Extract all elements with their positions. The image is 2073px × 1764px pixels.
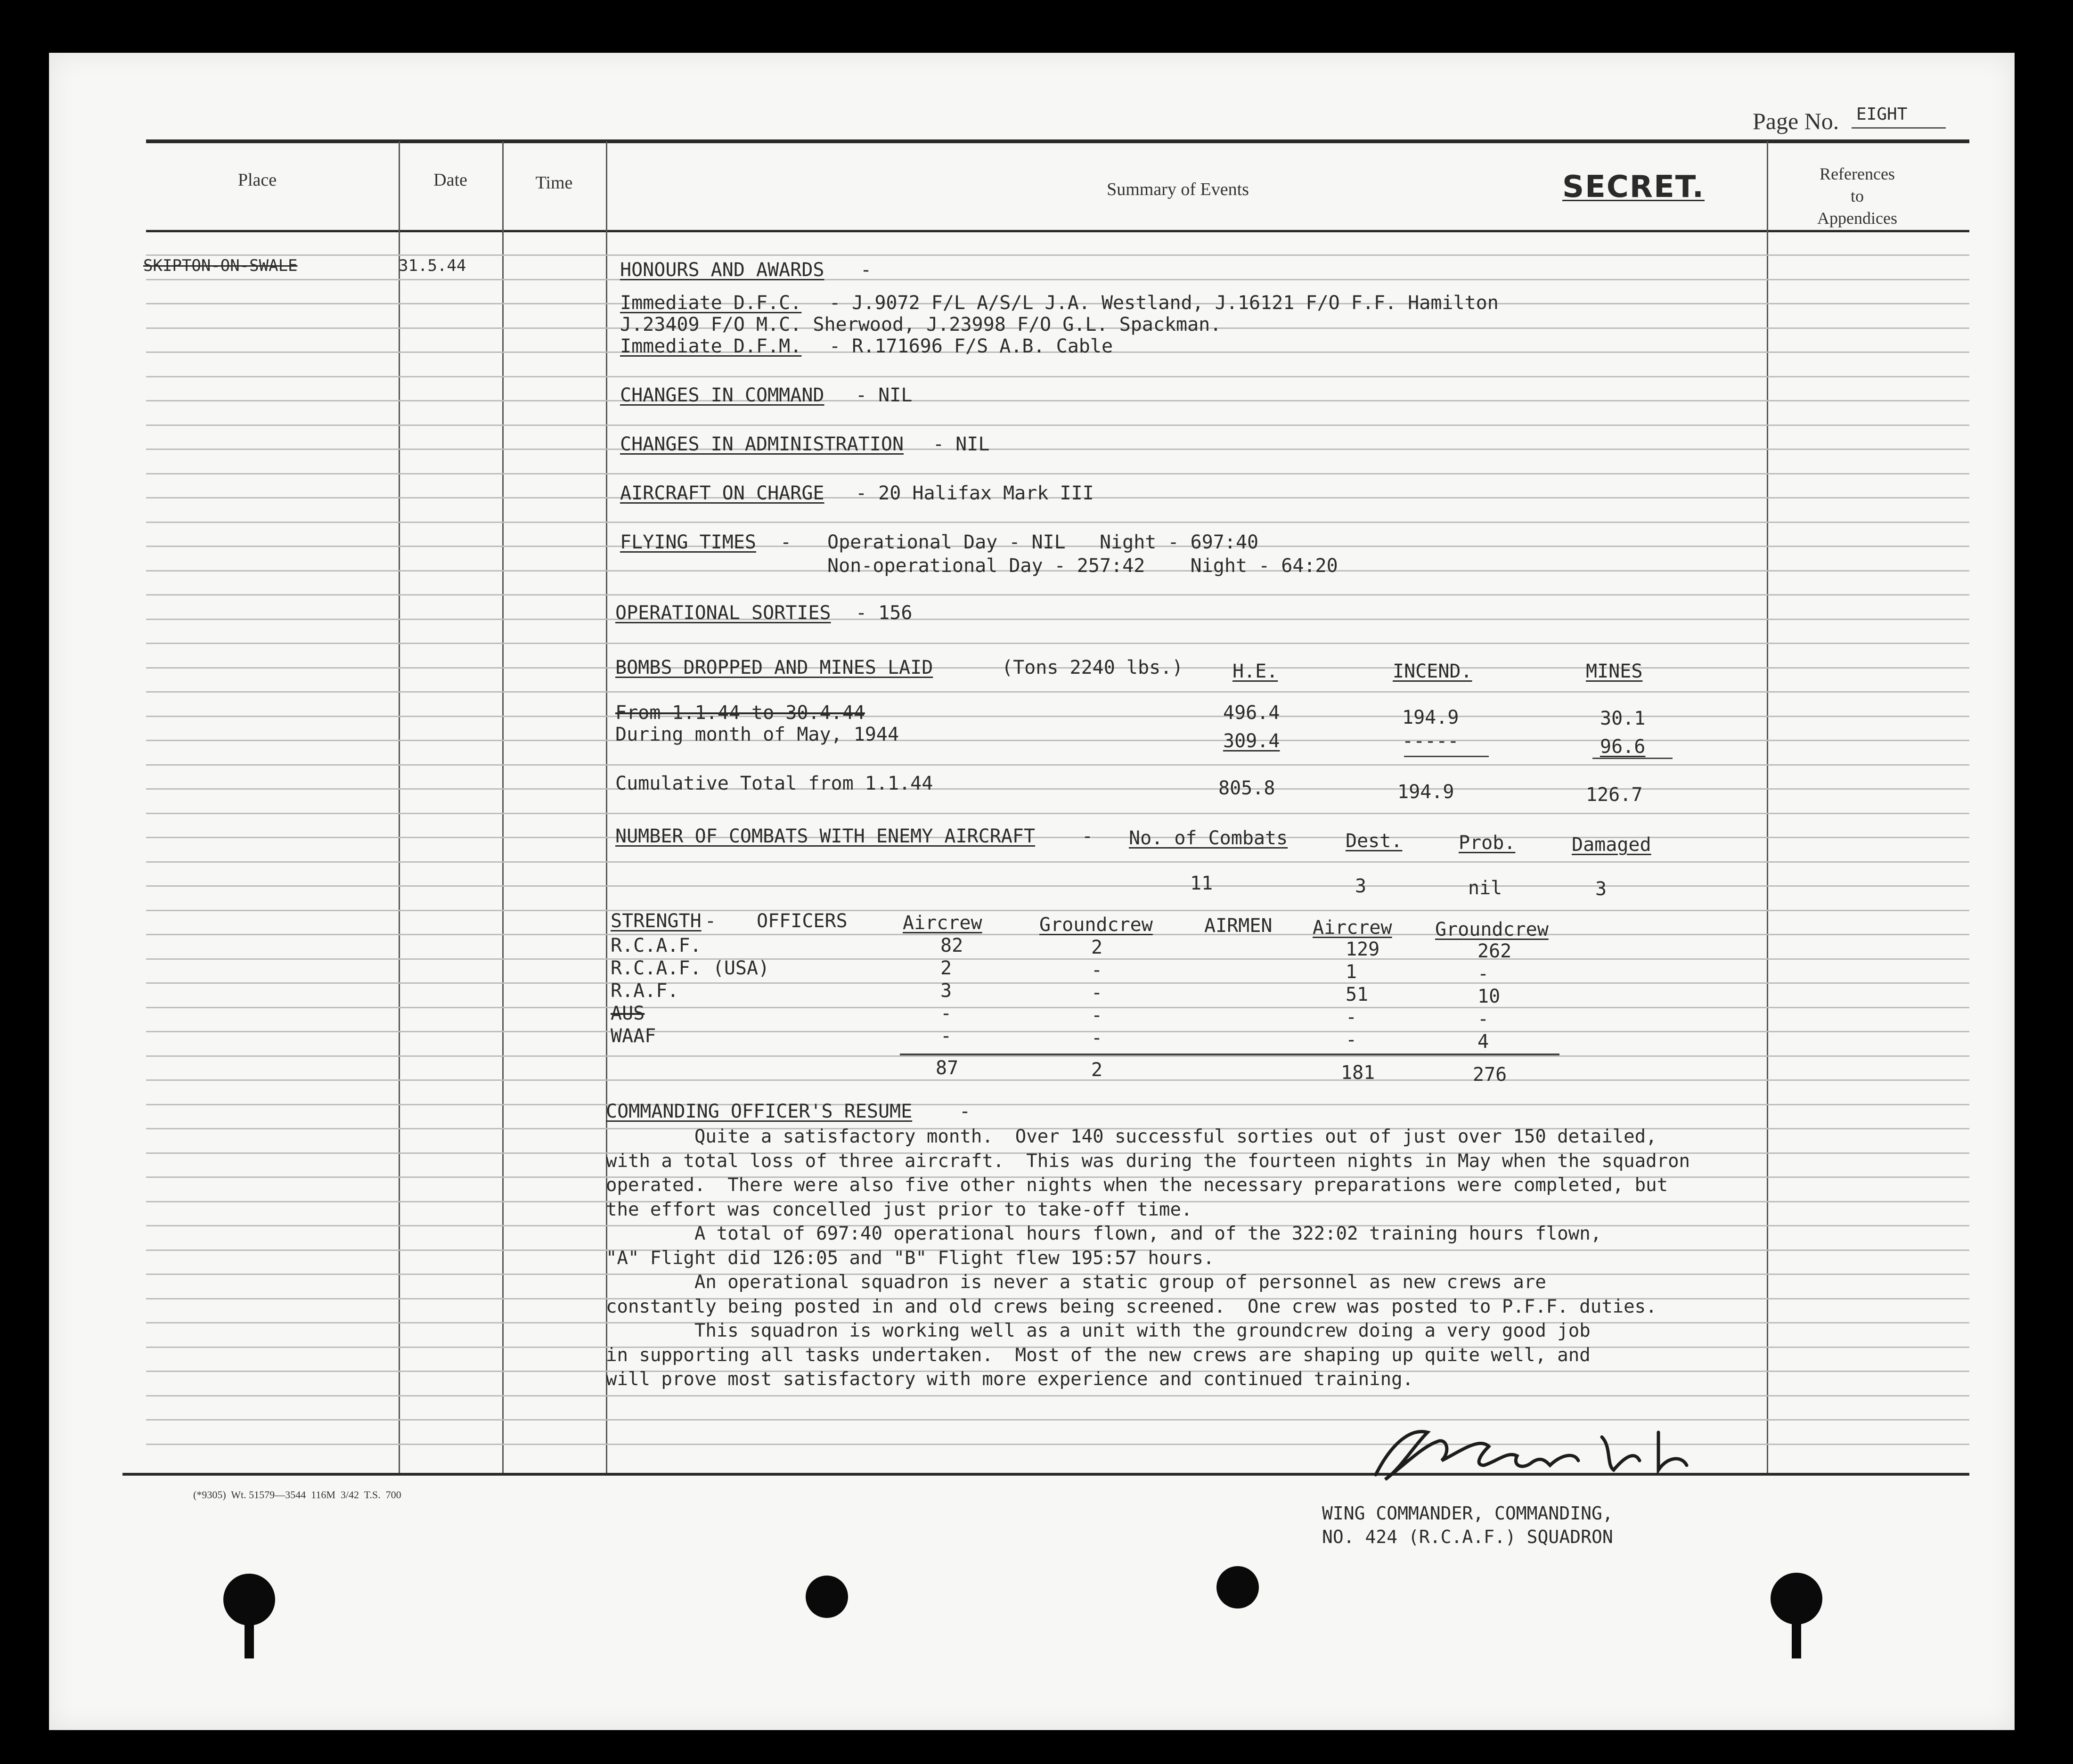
ruled-line	[146, 279, 1969, 280]
bombs-row2-he: 309.4	[1223, 730, 1280, 752]
strength-cell: 3	[940, 980, 952, 1002]
ruled-line	[146, 861, 1969, 863]
binder-hole-tab-1	[245, 1621, 254, 1658]
ruled-line	[146, 1031, 1969, 1032]
binder-hole-4	[1771, 1573, 1822, 1625]
strength-cell: 4	[1477, 1031, 1489, 1053]
strength-cell: 2	[1091, 937, 1103, 958]
bombs-row3-he: 805.8	[1218, 777, 1275, 799]
command-value: - NIL	[856, 384, 913, 406]
ruled-line	[146, 691, 1969, 693]
ruled-line	[146, 1079, 1969, 1081]
bombs-header-incend: INCEND.	[1393, 661, 1472, 682]
flying-label: FLYING TIMES	[620, 531, 756, 553]
page-no-label: Page No.	[1753, 108, 1839, 134]
ruled-line	[146, 1007, 1969, 1008]
ruled-line	[146, 1104, 1969, 1105]
bombs-row3-label: Cumulative Total from 1.1.44	[615, 773, 933, 794]
ruled-line	[146, 910, 1969, 911]
strength-cell: 82	[940, 935, 963, 956]
bombs-row1-label: From 1.1.44 to 30.4.44	[615, 702, 865, 724]
strength-cell: -	[1091, 959, 1103, 981]
print-code: (*9305) Wt. 51579—3544 116M 3/42 T.S. 700	[193, 1489, 401, 1501]
ruled-line	[146, 885, 1969, 887]
honours-title-dash: -	[860, 259, 872, 281]
strength-header-men-aircrew: Aircrew	[1313, 917, 1392, 939]
strength-officers: OFFICERS	[757, 910, 848, 932]
command-label: CHANGES IN COMMAND	[620, 384, 824, 406]
ruled-line	[146, 813, 1969, 814]
combats-header-damaged: Damaged	[1572, 834, 1651, 856]
strength-cell: -	[940, 1003, 952, 1024]
combats-header-dest: Dest.	[1346, 830, 1403, 852]
strength-total-rule	[900, 1054, 1559, 1055]
dfm-line: - R.171696 F/S A.B. Cable	[829, 335, 1113, 357]
ruled-line	[146, 1055, 1969, 1057]
resume-line: with a total loss of three aircraft. This was during the fourteen nights in May when the squadron	[606, 1150, 1690, 1172]
combats-value-number: 11	[1190, 873, 1213, 894]
dfm-label: Immediate D.F.M.	[620, 335, 802, 357]
ruled-line	[146, 376, 1969, 377]
aircraft-label: AIRCRAFT ON CHARGE	[620, 482, 824, 504]
combats-value-dest: 3	[1355, 875, 1367, 897]
strength-row-label: R.C.A.F. (USA)	[611, 957, 770, 979]
strength-cell: 129	[1346, 939, 1380, 960]
strength-label: STRENGTH	[611, 910, 702, 932]
strength-cell: -	[1091, 982, 1103, 1004]
ruled-line	[146, 619, 1969, 620]
flying-dash: -	[780, 531, 792, 553]
strength-total-men-aircrew: 181	[1341, 1062, 1375, 1084]
bombs-row2-incend: -----	[1402, 730, 1459, 752]
strength-cell: -	[1091, 1004, 1103, 1026]
bombs-row3-mines: 126.7	[1586, 784, 1643, 806]
bombs-row3-incend: 194.9	[1397, 781, 1454, 803]
resume-line: This squadron is working well as a unit with the groundcrew doing a very good job	[606, 1320, 1591, 1341]
bombs-row1-he: 496.4	[1223, 702, 1280, 724]
resume-line: constantly being posted in and old crews being screened. One crew was posted to P.F.F. duties.	[606, 1296, 1657, 1317]
resume-line: the effort was concelled just prior to take-off time.	[606, 1199, 1192, 1220]
resume-line: will prove most satisfactory with more experience and continued training.	[606, 1369, 1414, 1390]
mines-sum-rule	[1592, 758, 1673, 759]
strength-cell: 2	[940, 957, 952, 979]
ruled-line	[146, 449, 1969, 450]
table-top-rule	[146, 139, 1969, 143]
col-header-place: Place	[237, 170, 277, 190]
col-header-summary: Summary of Events	[1107, 180, 1249, 199]
resume-line: An operational squadron is never a static group of personnel as new crews are	[606, 1272, 1546, 1293]
strength-header-off-groundcrew: Groundcrew	[1039, 914, 1153, 936]
bombs-row1-mines: 30.1	[1600, 708, 1646, 729]
ruled-line	[146, 400, 1969, 401]
administration-label: CHANGES IN ADMINISTRATION	[620, 433, 904, 455]
ruled-line	[146, 764, 1969, 766]
ruled-line	[146, 958, 1969, 960]
page-no-value: EIGHT	[1856, 105, 1908, 124]
ruled-line	[146, 473, 1969, 474]
binder-hole-1	[223, 1574, 275, 1625]
col-header-time: Time	[535, 173, 573, 193]
col-header-date: Date	[433, 170, 467, 190]
ruled-line	[146, 425, 1969, 426]
strength-cell: -	[940, 1025, 952, 1047]
entry-place: SKIPTON-ON-SWALE	[143, 256, 298, 275]
entry-date: 31.5.44	[399, 256, 466, 275]
flying-line2: Non-operational Day - 257:42 Night - 64:20	[827, 555, 1338, 577]
strength-dash: -	[705, 910, 717, 932]
strength-total-off-groundcrew: 2	[1091, 1059, 1103, 1081]
signature-title-line2: NO. 424 (R.C.A.F.) SQUADRON	[1322, 1527, 1613, 1547]
resume-line: "A" Flight did 126:05 and "B" Flight flew 195:57 hours.	[606, 1247, 1215, 1269]
strength-cell: -	[1346, 1006, 1357, 1028]
bombs-label: BOMBS DROPPED AND MINES LAID	[615, 657, 933, 678]
ruled-line	[146, 1395, 1969, 1396]
sorties-label: OPERATIONAL SORTIES	[615, 602, 831, 624]
ruled-line	[146, 522, 1969, 523]
secret-stamp: SECRET.	[1562, 170, 1705, 204]
strength-row-label: R.A.F.	[611, 980, 679, 1002]
strength-header-off-aircrew: Aircrew	[903, 912, 982, 934]
strength-total-men-groundcrew: 276	[1473, 1064, 1507, 1086]
strength-airmen: AIRMEN	[1204, 915, 1273, 937]
sorties-value: - 156	[856, 602, 913, 624]
bombs-header-mines: MINES	[1586, 661, 1643, 682]
incend-sum-rule	[1404, 756, 1489, 757]
binder-hole-3	[1216, 1566, 1259, 1609]
ruled-line	[146, 643, 1969, 644]
strength-row-label: AUS	[611, 1003, 645, 1024]
strength-row-label: R.C.A.F.	[611, 935, 702, 956]
ruled-line	[146, 594, 1969, 596]
strength-cell: 10	[1477, 986, 1501, 1007]
strength-cell: 1	[1346, 961, 1357, 983]
dfc-line2: J.23409 F/O M.C. Sherwood, J.23998 F/O G.L. Spackman.	[620, 314, 1222, 335]
resume-line: Quite a satisfactory month. Over 140 successful sorties out of just over 150 detailed,	[606, 1126, 1657, 1147]
dfc-line1: - J.9072 F/L A/S/L J.A. Westland, J.16121 F/O F.F. Hamilton	[829, 292, 1499, 314]
combats-label: NUMBER OF COMBATS WITH ENEMY AIRCRAFT	[615, 825, 1036, 847]
ruled-line	[146, 716, 1969, 717]
resume-title: COMMANDING OFFICER'S RESUME	[606, 1101, 913, 1122]
binder-hole-2	[806, 1576, 848, 1618]
aircraft-value: - 20 Halifax Mark III	[856, 482, 1094, 504]
combats-value-damaged: 3	[1595, 878, 1607, 900]
dfc-label: Immediate D.F.C.	[620, 292, 802, 314]
signature-title-line1: WING COMMANDER, COMMANDING,	[1322, 1503, 1613, 1524]
combats-header-prob: Prob.	[1459, 832, 1516, 854]
handwritten-signature	[1357, 1418, 1715, 1489]
ruled-line	[146, 254, 1969, 256]
page-no-underline	[1852, 127, 1946, 129]
combats-header-number: No. of Combats	[1129, 827, 1288, 849]
honours-title: HONOURS AND AWARDS	[620, 259, 824, 281]
bombs-header-he: H.E.	[1232, 661, 1278, 682]
bombs-row2-label: During month of May, 1944	[615, 724, 899, 745]
combats-value-prob: nil	[1468, 877, 1502, 899]
strength-header-men-groundcrew: Groundcrew	[1435, 919, 1549, 940]
strength-total-off-aircrew: 87	[936, 1057, 959, 1079]
combats-dash: -	[1082, 825, 1094, 847]
ruled-line	[146, 788, 1969, 790]
strength-cell: -	[1477, 1008, 1489, 1030]
bombs-row2-mines: 96.6	[1600, 736, 1646, 758]
resume-line: operated. There were also five other nights when the necessary preparations were completed, but	[606, 1175, 1668, 1196]
binder-hole-tab-4	[1792, 1621, 1801, 1658]
ruled-line	[146, 740, 1969, 741]
flying-line1: Operational Day - NIL Night - 697:40	[827, 531, 1259, 553]
col-header-references: References to Appendices	[1817, 164, 1897, 228]
header-bottom-rule	[146, 230, 1969, 232]
administration-value: - NIL	[933, 433, 990, 455]
bombs-tons: (Tons 2240 lbs.)	[1002, 657, 1183, 678]
bombs-row1-incend: 194.9	[1402, 707, 1459, 728]
strength-row-label: WAAF	[611, 1025, 656, 1047]
strength-cell: -	[1091, 1027, 1103, 1049]
resume-line: A total of 697:40 operational hours flown, and of the 322:02 training hours flown,	[606, 1223, 1602, 1244]
strength-cell: 262	[1477, 940, 1512, 962]
strength-cell: 51	[1346, 984, 1369, 1005]
ruled-line	[146, 837, 1969, 838]
strength-cell: -	[1477, 963, 1489, 985]
resume-line: in supporting all tasks undertaken. Most of the new crews are shaping up quite well, and	[606, 1344, 1591, 1366]
strength-cell: -	[1346, 1029, 1357, 1051]
ruled-line	[146, 982, 1969, 984]
resume-title-dash: -	[959, 1101, 971, 1122]
